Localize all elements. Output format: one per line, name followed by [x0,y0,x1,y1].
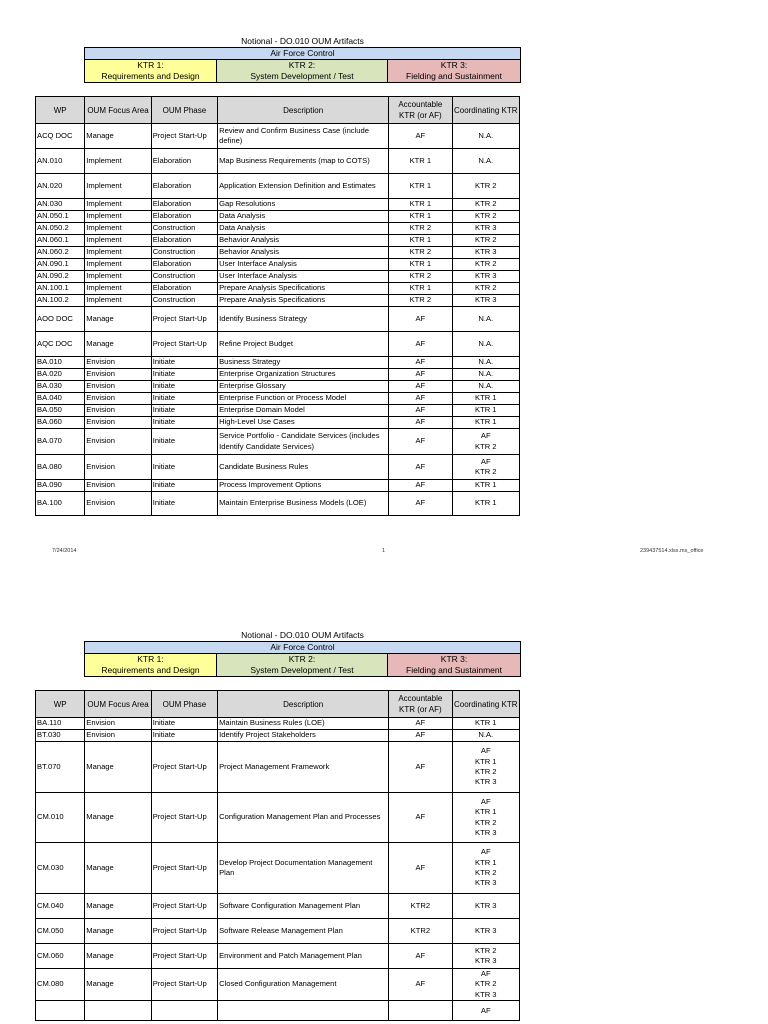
ktr1-legend-label: KTR 1: [137,654,164,664]
cell-focus-area: Implement [85,295,151,307]
table-row [36,919,520,944]
cell-focus-area: Envision [85,393,151,405]
cell-accountable: KTR 1 [389,199,452,211]
cell-coordinating: N.A. [452,730,519,742]
cell-accountable: AF [389,381,452,393]
cell-accountable: KTR 1 [389,235,452,247]
cell-focus-area: Envision [85,429,151,455]
ktr3-legend-cell [388,654,521,677]
table-header-row [36,691,520,718]
cell-coordinating: AF KTR 2 KTR 3 [452,969,519,1001]
cell-coordinating: KTR 2 [452,259,519,271]
cell-focus-area: Implement [85,247,151,259]
cell-coordinating: KTR 3 [452,295,519,307]
cell-accountable: AF [389,455,452,480]
artifact-table [35,96,520,516]
cell-focus-area: Implement [85,174,151,199]
cell-coordinating: N.A. [452,381,519,393]
cell-focus-area: Implement [85,259,151,271]
cell-description: Candidate Business Rules [218,455,389,480]
cell-focus-area: Envision [85,381,151,393]
cell-focus-area: Manage [85,124,151,149]
cell-wp: AN.030 [36,199,85,211]
cell-focus-area: Implement [85,149,151,174]
cell-focus-area: Implement [85,271,151,283]
cell-accountable: KTR 1 [389,211,452,223]
cell-description: Configuration Management Plan and Processes [218,793,389,843]
cell-focus-area: Envision [85,405,151,417]
cell-phase: Elaboration [151,235,217,247]
cell-description: Service Portfolio - Candidate Services (includes Identify Candidate Services) [218,429,389,455]
cell-coordinating: KTR 2 [452,235,519,247]
cell-description: User Interface Analysis [218,271,389,283]
cell-wp: CM.050 [36,919,85,944]
cell-description: Gap Resolutions [218,199,389,211]
cell-coordinating: KTR 1 [452,393,519,405]
cell-wp: BA.010 [36,357,85,369]
cell-wp: AQC DOC [36,332,85,357]
cell-coordinating: KTR 2 KTR 3 [452,944,519,969]
cell-accountable [389,1001,452,1021]
column-header-coordinating: Coordinating KTR [452,691,519,718]
cell-accountable: AF [389,492,452,516]
cell-focus-area: Manage [85,332,151,357]
cell-focus-area: Envision [85,730,151,742]
cell-focus-area: Manage [85,307,151,332]
cell-accountable: AF [389,969,452,1001]
cell-focus-area: Manage [85,894,151,919]
cell-description: Review and Confirm Business Case (include define) [218,124,389,149]
cell-accountable: KTR 1 [389,149,452,174]
table-row [36,259,520,271]
cell-wp: CM.080 [36,969,85,1001]
cell-wp: AN.100.1 [36,283,85,295]
cell-wp: AN.020 [36,174,85,199]
ktr3-legend-label: KTR 3: [440,654,468,664]
cell-focus-area [85,1001,151,1021]
cell-phase: Elaboration [151,149,217,174]
cell-phase: Construction [151,247,217,259]
cell-wp: BA.020 [36,369,85,381]
ktr2-legend-label: KTR 2: [288,60,316,70]
cell-wp: BA.050 [36,405,85,417]
cell-wp: BT.030 [36,730,85,742]
cell-coordinating: KTR 3 [452,271,519,283]
table-row [36,742,520,793]
cell-focus-area: Implement [85,235,151,247]
cell-focus-area: Manage [85,919,151,944]
cell-phase: Project Start-Up [151,124,217,149]
cell-phase: Initiate [151,381,217,393]
cell-wp: AN.100.2 [36,295,85,307]
cell-accountable: AF [389,417,452,429]
cell-phase: Project Start-Up [151,919,217,944]
cell-phase: Project Start-Up [151,843,217,894]
air-force-control-banner: Air Force Control [85,642,521,654]
cell-description: Enterprise Function or Process Model [218,393,389,405]
ktr2-legend-cell [217,60,388,83]
cell-accountable: KTR 1 [389,174,452,199]
cell-description: Maintain Enterprise Business Models (LOE) [218,492,389,516]
cell-description: Application Extension Definition and Estimates [218,174,389,199]
ktr1-legend-cell [85,654,217,677]
cell-phase: Initiate [151,429,217,455]
cell-phase: Initiate [151,357,217,369]
cell-wp: CM.060 [36,944,85,969]
cell-description: Map Business Requirements (map to COTS) [218,149,389,174]
cell-focus-area: Envision [85,492,151,516]
column-header-description: Description [218,97,389,124]
sheet-page-2 [0,594,768,1024]
table-row [36,174,520,199]
cell-coordinating: KTR 2 [452,174,519,199]
cell-wp: CM.010 [36,793,85,843]
cell-coordinating: AF KTR 1 KTR 2 KTR 3 [452,742,519,793]
cell-focus-area: Manage [85,969,151,1001]
cell-phase: Initiate [151,718,217,730]
cell-coordinating: N.A. [452,149,519,174]
cell-accountable: AF [389,718,452,730]
cell-coordinating: KTR 1 [452,405,519,417]
cell-focus-area: Envision [85,455,151,480]
cell-focus-area: Manage [85,944,151,969]
footer-page-number: 1 [382,548,386,554]
column-header-wp: WP [36,97,85,124]
cell-coordinating: KTR 1 [452,718,519,730]
sheet-header [84,36,521,83]
table-row [36,271,520,283]
cell-wp: AN.050.2 [36,223,85,235]
cell-phase: Construction [151,295,217,307]
cell-coordinating: AF KTR 2 [452,429,519,455]
table-row [36,223,520,235]
cell-focus-area: Manage [85,843,151,894]
cell-accountable: KTR 2 [389,271,452,283]
air-force-control-banner: Air Force Control [85,48,521,60]
table-row [36,455,520,480]
cell-phase: Initiate [151,480,217,492]
cell-accountable: KTR2 [389,894,452,919]
sheet-title: Notional - DO.010 OUM Artifacts [241,36,364,46]
ktr3-legend-role: Fielding and Sustainment [406,71,502,81]
cell-description: Prepare Analysis Specifications [218,283,389,295]
cell-phase: Project Start-Up [151,894,217,919]
table-row [36,793,520,843]
cell-description: Data Analysis [218,211,389,223]
cell-coordinating: KTR 3 [452,223,519,235]
cell-wp: AN.090.2 [36,271,85,283]
cell-coordinating: N.A. [452,332,519,357]
ktr3-legend-label: KTR 3: [440,60,468,70]
ktr1-legend-role: Requirements and Design [101,71,200,81]
cell-focus-area: Envision [85,417,151,429]
cell-wp: AN.060.1 [36,235,85,247]
table-row [36,307,520,332]
cell-phase [151,1001,217,1021]
footer-date: 7/24/2014 [52,548,77,554]
cell-description: Data Analysis [218,223,389,235]
table-row [36,199,520,211]
cell-accountable: AF [389,405,452,417]
table-row [36,843,520,894]
cell-accountable: AF [389,429,452,455]
table-row [36,429,520,455]
cell-description: User Interface Analysis [218,259,389,271]
cell-coordinating: AF [452,1001,519,1021]
cell-description: Closed Configuration Management [218,969,389,1001]
cell-accountable: AF [389,742,452,793]
cell-wp: BA.060 [36,417,85,429]
cell-wp: ACQ DOC [36,124,85,149]
cell-description: Prepare Analysis Specifications [218,295,389,307]
cell-description: Behavior Analysis [218,247,389,259]
cell-phase: Elaboration [151,283,217,295]
cell-phase: Construction [151,271,217,283]
cell-phase: Initiate [151,405,217,417]
cell-wp: AN.010 [36,149,85,174]
cell-wp: BA.030 [36,381,85,393]
table-row [36,730,520,742]
table-row [36,149,520,174]
cell-description: Business Strategy [218,357,389,369]
cell-focus-area: Envision [85,369,151,381]
cell-description: Enterprise Organization Structures [218,369,389,381]
cell-accountable: AF [389,332,452,357]
cell-focus-area: Implement [85,283,151,295]
cell-wp [36,1001,85,1021]
cell-focus-area: Manage [85,742,151,793]
cell-wp: BA.110 [36,718,85,730]
column-header-coordinating: Coordinating KTR [452,97,519,124]
cell-phase: Project Start-Up [151,969,217,1001]
cell-phase: Project Start-Up [151,944,217,969]
ktr2-legend-label: KTR 2: [288,654,316,664]
cell-phase: Initiate [151,417,217,429]
cell-description: Identify Project Stakeholders [218,730,389,742]
cell-coordinating: KTR 3 [452,247,519,259]
table-row [36,235,520,247]
cell-accountable: KTR 2 [389,223,452,235]
cell-phase: Elaboration [151,211,217,223]
cell-accountable: AF [389,393,452,405]
cell-coordinating: N.A. [452,357,519,369]
cell-description: High-Level Use Cases [218,417,389,429]
cell-description: Environment and Patch Management Plan [218,944,389,969]
cell-accountable: AF [389,369,452,381]
column-header-accountable: Accountable KTR (or AF) [389,691,452,718]
table-row [36,480,520,492]
cell-coordinating: KTR 1 [452,480,519,492]
cell-accountable: KTR2 [389,919,452,944]
cell-wp: AN.050.1 [36,211,85,223]
cell-description: Process Improvement Options [218,480,389,492]
cell-wp: CM.040 [36,894,85,919]
cell-accountable: AF [389,944,452,969]
cell-accountable: KTR 1 [389,259,452,271]
cell-coordinating: AF KTR 1 KTR 2 KTR 3 [452,843,519,894]
cell-coordinating: KTR 2 [452,199,519,211]
cell-wp: AN.060.2 [36,247,85,259]
column-header-focus-area: OUM Focus Area [85,691,151,718]
cell-accountable: AF [389,793,452,843]
table-row [36,405,520,417]
table-row [36,283,520,295]
artifact-table [35,690,520,1021]
column-header-phase: OUM Phase [151,97,217,124]
cell-coordinating: N.A. [452,369,519,381]
sheet-title: Notional - DO.010 OUM Artifacts [241,630,364,640]
cell-focus-area: Envision [85,718,151,730]
cell-focus-area: Envision [85,357,151,369]
cell-phase: Construction [151,223,217,235]
cell-phase: Initiate [151,455,217,480]
table-header-row [36,97,520,124]
cell-wp: BA.040 [36,393,85,405]
cell-phase: Elaboration [151,199,217,211]
table-row [36,944,520,969]
cell-phase: Elaboration [151,259,217,271]
cell-wp: BA.100 [36,492,85,516]
cell-phase: Initiate [151,730,217,742]
ktr1-legend-label: KTR 1: [137,60,164,70]
cell-focus-area: Envision [85,480,151,492]
cell-phase: Project Start-Up [151,332,217,357]
cell-wp: CM.030 [36,843,85,894]
table-row [36,369,520,381]
cell-accountable: KTR 1 [389,283,452,295]
cell-phase: Initiate [151,492,217,516]
cell-coordinating: KTR 3 [452,919,519,944]
cell-accountable: AF [389,357,452,369]
cell-accountable: AF [389,730,452,742]
column-header-wp: WP [36,691,85,718]
cell-coordinating: KTR 2 [452,283,519,295]
ktr2-legend-cell [217,654,388,677]
cell-focus-area: Implement [85,211,151,223]
ktr2-legend-role: System Development / Test [250,71,354,81]
cell-coordinating: KTR 1 [452,492,519,516]
cell-coordinating: AF KTR 2 [452,455,519,480]
table-row [36,393,520,405]
cell-description: Identify Business Strategy [218,307,389,332]
cell-accountable: AF [389,480,452,492]
cell-accountable: KTR 2 [389,247,452,259]
cell-wp: BA.070 [36,429,85,455]
cell-coordinating: KTR 3 [452,894,519,919]
cell-phase: Initiate [151,369,217,381]
cell-wp: BT.070 [36,742,85,793]
cell-phase: Initiate [151,393,217,405]
table-row [36,1001,520,1021]
cell-wp: BA.090 [36,480,85,492]
cell-description [218,1001,389,1021]
cell-phase: Project Start-Up [151,307,217,332]
cell-description: Enterprise Domain Model [218,405,389,417]
cell-wp: BA.080 [36,455,85,480]
ktr2-legend-role: System Development / Test [250,665,354,675]
cell-coordinating: N.A. [452,124,519,149]
table-row [36,492,520,516]
cell-description: Develop Project Documentation Management Plan [218,843,389,894]
table-row [36,718,520,730]
cell-description: Software Release Management Plan [218,919,389,944]
cell-coordinating: N.A. [452,307,519,332]
cell-description: Enterprise Glossary [218,381,389,393]
column-header-accountable: Accountable KTR (or AF) [389,97,452,124]
ktr1-legend-cell [85,60,217,83]
cell-description: Refine Project Budget [218,332,389,357]
table-row [36,381,520,393]
table-row [36,124,520,149]
table-row [36,295,520,307]
table-row [36,417,520,429]
cell-phase: Project Start-Up [151,793,217,843]
cell-accountable: AF [389,843,452,894]
cell-focus-area: Implement [85,223,151,235]
cell-accountable: AF [389,307,452,332]
footer-filename: 239437514.xlsx.ms_office [640,548,704,554]
cell-wp: AOO DOC [36,307,85,332]
cell-description: Maintain Business Rules (LOE) [218,718,389,730]
cell-phase: Project Start-Up [151,742,217,793]
table-row [36,247,520,259]
table-row [36,357,520,369]
cell-wp: AN.090.1 [36,259,85,271]
sheet-header [84,630,521,677]
table-row [36,332,520,357]
cell-description: Software Configuration Management Plan [218,894,389,919]
cell-coordinating: AF KTR 1 KTR 2 KTR 3 [452,793,519,843]
table-row [36,894,520,919]
column-header-focus-area: OUM Focus Area [85,97,151,124]
cell-coordinating: KTR 1 [452,417,519,429]
cell-focus-area: Implement [85,199,151,211]
table-row [36,211,520,223]
cell-accountable: KTR 2 [389,295,452,307]
ktr3-legend-role: Fielding and Sustainment [406,665,502,675]
ktr3-legend-cell [388,60,521,83]
table-row [36,969,520,1001]
cell-description: Project Management Framework [218,742,389,793]
cell-phase: Elaboration [151,174,217,199]
cell-coordinating: KTR 2 [452,211,519,223]
cell-focus-area: Manage [85,793,151,843]
cell-description: Behavior Analysis [218,235,389,247]
cell-accountable: AF [389,124,452,149]
column-header-description: Description [218,691,389,718]
ktr1-legend-role: Requirements and Design [101,665,200,675]
column-header-phase: OUM Phase [151,691,217,718]
